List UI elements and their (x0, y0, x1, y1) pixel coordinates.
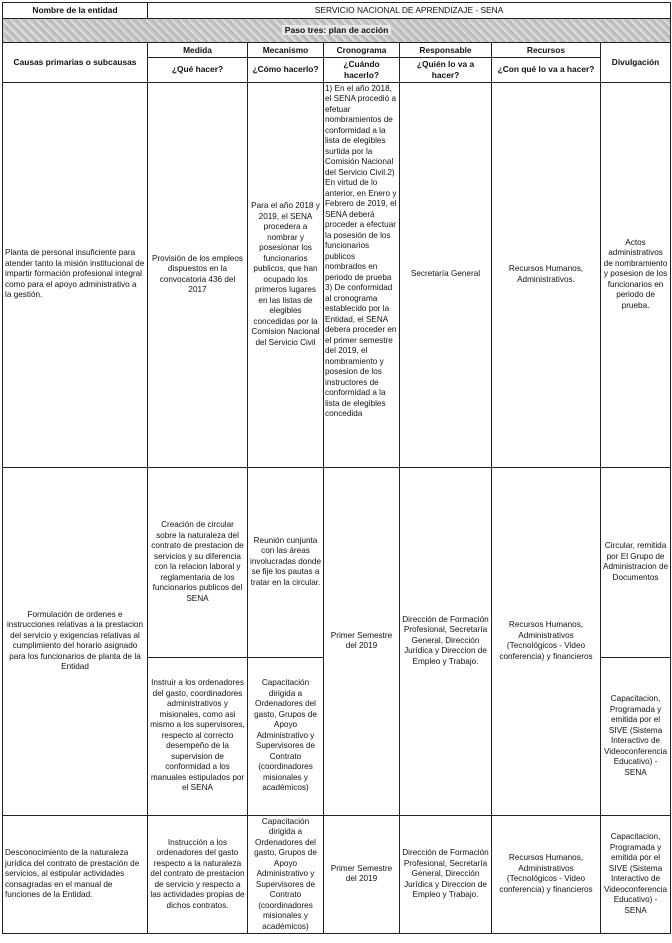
col-header-responsable: Responsable (400, 43, 492, 58)
table-row (3, 82, 671, 467)
cell-cronograma: Primer Semestre del 2019 (324, 815, 400, 934)
col-header-recursos: Recursos (492, 43, 601, 58)
cell-divulgacion: Actos administrativos de nombramiento y posesion de los funcionarios en periodo de prueba. (601, 82, 671, 467)
col-subheader-responsable: ¿Quién lo va a hacer? (400, 58, 492, 83)
col-header-causas: Causas primarias o subcausas (3, 43, 148, 83)
cell-divulgacion: Capacitacion, Programada y emitida por el SIVE (Sistema Interactivo de Videoconferencia Educativo) - SENA (601, 815, 671, 934)
cell-mecanismo: Capacitación dirigida a Ordenadores del gasto, Grupos de Apoyo Administrativo y Supervisores de Contrato (coordinadores misionales y académicos) (248, 815, 324, 934)
col-header-medida: Medida (148, 43, 248, 58)
action-plan-table (2, 2, 671, 934)
cell-causa: Planta de personal insuficiente para atender tanto la misión institucional de impartir formación profesional integral como para el apoyo administrativo a la gestión. (3, 82, 148, 467)
cell-cronograma: 1) En el año 2018, el SENA procedió a efetuar nombramientos de conformidad a la lista de elegibles surtida por la Comisión Nacional del Servicio Civil.2) En virtud de lo anterior, en Enero y Febrero de 2019, el SENA deberá proceder a efectuar la posesión de los funcionarios publicos nombrados en periodo de prueba 3) De conformidad al cronograma establecido por la Entidad, el SENA debera proceder en el primer semestre del 2019, el nombramiento y posesion de los instructores de conformidad a la lista de elegibles concedida (324, 82, 400, 467)
col-header-cronograma: Cronograma (324, 43, 400, 58)
col-subheader-medida: ¿Qué hacer? (148, 58, 248, 83)
cell-medida: Creación de circular sobre la naturaleza del contrato de prestacion de servicios y su diferencia con la relacion laboral y reglamentaria de los funcionarios publicos del SENA (148, 467, 248, 657)
column-header-row (3, 43, 671, 58)
cell-responsable: Dirección de Formación Profesional, Secretaría General, Dirección Jurídica y Direccion de Empleo y Trabajo. (400, 815, 492, 934)
step-banner-text: Paso tres: plan de acción (282, 25, 392, 35)
cell-recursos: Recursos Humanos, Administrativos. (492, 82, 601, 467)
cell-medida: Instrucción a los ordenadores del gasto respecto a la naturaleza del contrato de prestacion de servicio y respecto a las actividades propias de dichos contratos. (148, 815, 248, 934)
cell-causa: Formulación de ordenes e instrucciones relativas a la prestacion del servicio y exigencias relativas al cumplimiento del horario asignado para los funcionarios de planta de la Entidad (3, 467, 148, 815)
cell-recursos: Recursos Humanos, Administrativos (Tecnológicos - Video conferencia) y financieros (492, 467, 601, 815)
entity-label: Nombre de la entidad (3, 3, 148, 19)
step-banner (3, 19, 671, 43)
table-row (3, 815, 671, 934)
col-header-mecanismo: Mecanismo (248, 43, 324, 58)
col-subheader-recursos: ¿Con qué lo va a hacer? (492, 58, 601, 83)
table-row (3, 467, 671, 657)
banner-row (3, 19, 671, 43)
cell-divulgacion: Circular, remitida por El Grupo de Administracion de Documentos (601, 467, 671, 657)
cell-medida: Instruir a los ordenadores del gasto, coordinadores administrativos y misionales, como asi mismo a los supervisores, respecto al correcto desempeño de la supervision de conformidad a los manuales estipulados por el SENA (148, 657, 248, 815)
col-subheader-mecanismo: ¿Cómo hacerlo? (248, 58, 324, 83)
col-header-divulgacion: Divulgación (601, 43, 671, 83)
cell-divulgacion: Capacitacion, Programada y emitida por el SIVE (Sistema Interactivo de Videoconferencia Educativo) - SENA (601, 657, 671, 815)
cell-cronograma: Primer Semestre del 2019 (324, 467, 400, 815)
cell-mecanismo: Capacitación dirigida a Ordenadores del gasto, Grupos de Apoyo Administrativo y Supervisores de Contrato (coordinadores misionales y académicos) (248, 657, 324, 815)
cell-medida: Provisión de los empleos dispuestos en la convocatoria 436 del 2017 (148, 82, 248, 467)
cell-recursos: Recursos Humanos, Administrativos (Tecnológicos - Video conferencia) y financieros (492, 815, 601, 934)
cell-mecanismo: Para el año 2018 y 2019, el SENA procedera a nombrar y posesionar los funcionarios publicos, que han ocupado los primeros lugares en las listas de elegibles concedidas por la Comision Nacional del Servicio Civil (248, 82, 324, 467)
cell-causa: Desconocimiento de la naturaleza jurídica del contrato de prestación de servicios, al estipular actividades consagradas en el manual de funciones de la Entidad. (3, 815, 148, 934)
entity-value: SERVICIO NACIONAL DE APRENDIZAJE - SENA (148, 3, 671, 19)
col-subheader-cronograma: ¿Cuándo hacerlo? (324, 58, 400, 83)
cell-mecanismo: Reunión cunjunta con las áreas involucradas donde se fije los pautas a tratar en la circular. (248, 467, 324, 657)
entity-row (3, 3, 671, 19)
cell-responsable: Dirección de Formación Profesional, Secretaría General, Dirección Jurídica y Direccion de Empleo y Trabajo. (400, 467, 492, 815)
cell-responsable: Secretaría General (400, 82, 492, 467)
